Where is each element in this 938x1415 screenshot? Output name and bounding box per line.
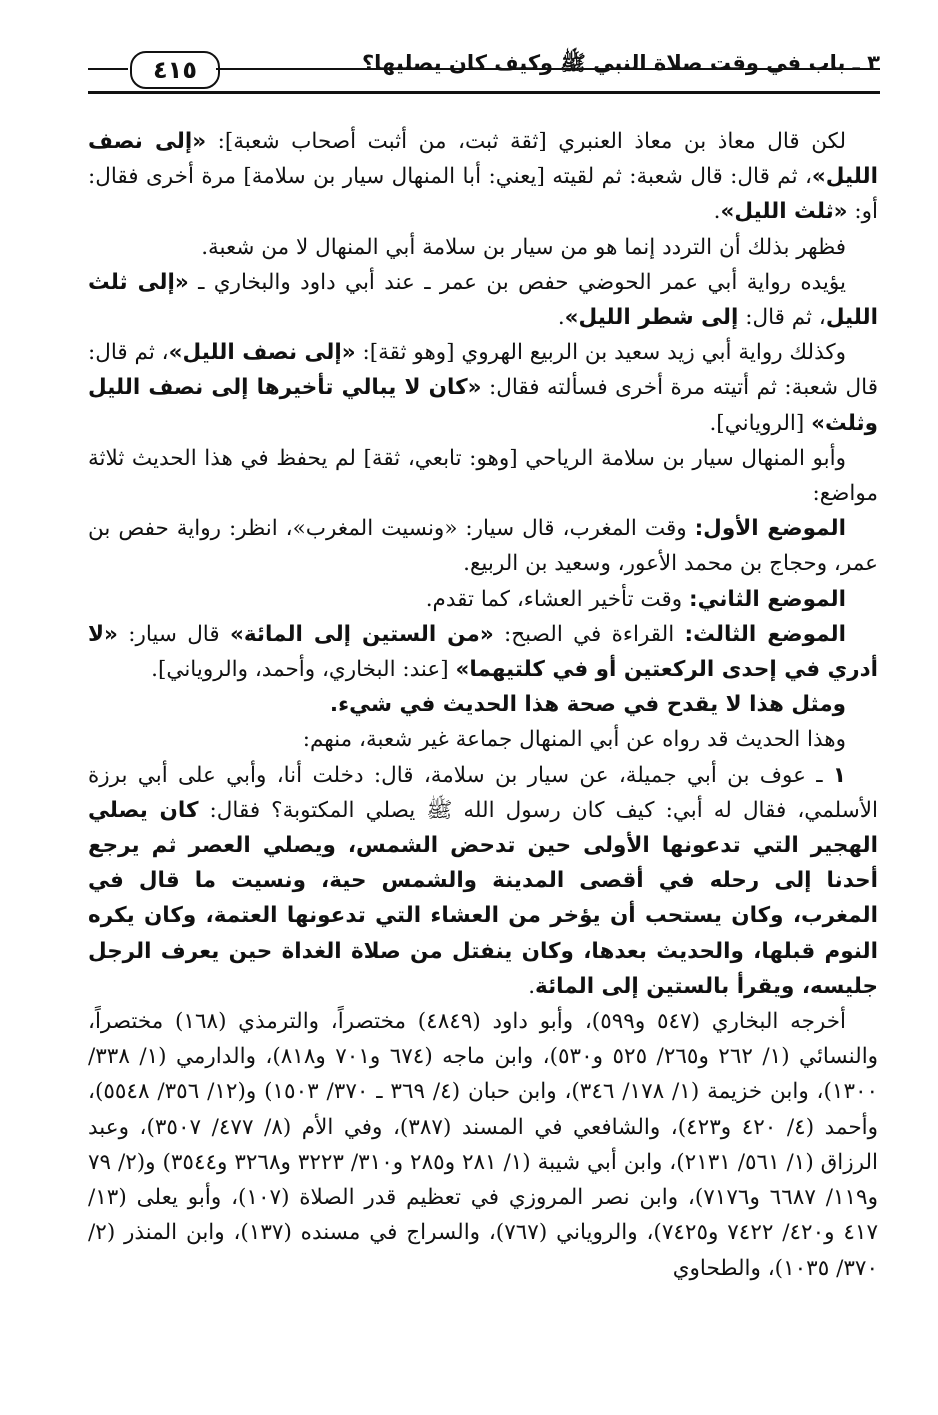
paragraph — [88, 265, 878, 335]
paragraph — [88, 758, 878, 1004]
bold-text: «من الستين إلى المائة» — [229, 621, 494, 647]
bold-text: «لا أدري في إحدى الركعتين أو في كلتيهما» — [88, 621, 878, 683]
paragraph — [88, 582, 878, 617]
bold-text: الموضع الثالث: — [684, 621, 846, 647]
bold-text: كان يصلي الهجير التي تدعونها الأولى حين تدحض الشمس، ويصلي العصر ثم يرجع أحدنا إلى رحله في أقصى المدينة والشمس حية، ونسيت ما قال في المغرب، وكان يستحب أن يؤخر من العشاء التي تدعونها العتمة، وكان يكره النوم قبلها، والحديث بعدها، وكان ينفتل من صلاة الغداة حين يعرف الرجل جليسه، ويقرأ بالستين إلى المائة — [88, 797, 878, 999]
text-run: لكن قال معاذ بن معاذ العنبري [ثقة ثبت، من أثبت أصحاب شعبة]: — [206, 129, 847, 154]
text-run: وهذا الحديث قد رواه عن أبي المنهال جماعة غير شعبة، منهم: — [302, 727, 846, 753]
header-rule-left — [88, 68, 128, 70]
running-title: ٣ ـ باب في وقت صلاة النبي ﷺ وكيف كان يصليها؟ — [361, 51, 880, 75]
paragraph — [88, 1004, 878, 1286]
text-run: فظهر بذلك أن التردد إنما هو من سيار بن سلامة أبي المنهال لا من شعبة. — [201, 234, 846, 260]
paragraph — [88, 722, 878, 757]
bold-text: «ثلث الليل» — [720, 199, 848, 225]
paragraph — [88, 124, 878, 230]
text-run: ، ثم قال: قال شعبة: ثم أتيته مرة أخرى فسألته فقال: — [88, 340, 879, 401]
bold-text: الموضع الثاني: — [689, 586, 846, 612]
body-text — [88, 124, 878, 1286]
page-number: ٤١٥ — [130, 51, 220, 89]
paragraph — [88, 441, 878, 511]
text-run: يؤيده رواية أبي عمر الحوضي حفص بن عمر ـ عند أبي داود والبخاري ـ — [188, 269, 846, 295]
bold-text: ١ — [832, 762, 846, 788]
text-run: أخرجه البخاري (٥٤٧ و٥٩٩)، وأبو داود (٤٨٤٩) مختصراً، والترمذي (١٦٨) مختصراً، والنسائي (١/ ٢٦٢ و٢٦٥/ ٥٢٥ و٥٣٠)، وابن ماجه (٦٧٤ و٧٠١ و٨١٨)، والدارمي (١/ ٣٣٨/ ١٣٠٠)، وابن خزيمة (١/ ١٧٨/ ٣٤٦)، وابن حبان (٤/ ٣٦٩ ـ ٣٧٠/ ١٥٠٣) و(١٢/ ٣٥٦/ ٥٥٤٨)، وأحمد (٤/ ٤٢٠ و٤٢٣)، والشافعي في المسند (٣٨٧)، وفي الأم (٨/ ٤٧٧/ ٣٥٠٧)، وعبد الرزاق (١/ ٥٦١/ ٢١٣١)، وابن أبي شيبة (١/ ٢٨١ و٢٨٥ و٣١٠/ ٣٢٢٣ و٣٢٦٨ و٣٥٤٤) و(٢/ ٧٩ و١١٩/ ٦٦٨٧ و٧١٧٦)، وابن نصر المروزي في تعظيم قدر الصلاة (١٠٧)، وأبو يعلى (١٣/ ٤١٧ و٤٢٠/ ٧٤٢٢ و٧٤٢٥)، والروياني (٧٦٧)، والسراج في مسنده (١٣٧)، وابن المنذر (٢/ ٣٧٠/ ١٠٣٥)، والطحاوي — [88, 1009, 879, 1281]
text-run: ، ثم قال: قال شعبة: ثم لقيته [يعني: أبا المنهال سيار بن سلامة] مرة أخرى فقال: أو: — [88, 164, 878, 225]
bold-text: «كان لا يبالي تأخيرها إلى نصف الليل وثلث» — [88, 375, 878, 436]
bold-text: «إلى نصف الليل» — [168, 340, 356, 366]
paragraph — [88, 511, 878, 581]
text-run: [عند: البخاري، وأحمد، والروياني]. — [151, 657, 456, 683]
paragraph — [88, 617, 878, 687]
paragraph — [88, 230, 878, 265]
paragraph — [88, 335, 878, 441]
bold-text: «إلى ثلث الليل — [88, 269, 878, 331]
page-header — [90, 44, 880, 100]
text-run: ـ عوف بن أبي جميلة، عن سيار بن سلامة، قال: دخلت أنا، وأبي على أبي برزة الأسلمي، فقال له أبي: كيف كان رسول الله ﷺ يصلي المكتوبة؟ فقال: — [88, 762, 879, 823]
bold-text: الموضع الأول: — [694, 516, 846, 542]
paragraph — [88, 687, 878, 722]
text-run: وأبو المنهال سيار بن سلامة الرياحي [وهو: تابعي، ثقة] لم يحفظ في هذا الحديث ثلاثة مواضع: — [88, 445, 878, 507]
bold-text: إلى شطر الليل» — [564, 305, 739, 331]
text-run: . — [557, 305, 565, 331]
text-run: القراءة في الصبح: — [493, 621, 685, 647]
bold-text: «إلى نصف الليل» — [88, 129, 878, 190]
header-underline — [88, 91, 880, 94]
text-run: . — [713, 199, 721, 225]
bold-text: ومثل هذا لا يقدح في صحة هذا الحديث في شيء. — [329, 692, 846, 718]
text-run: وقت تأخير العشاء، كما تقدم. — [425, 586, 689, 612]
text-run: وقت المغرب، قال سيار: «ونسيت المغرب»، انظر: رواية حفص بن عمر، وحجاج بن محمد الأعور، وسعيد بن الربيع. — [88, 516, 878, 577]
text-run: [الروياني]. — [709, 410, 812, 436]
text-run: ، ثم قال: — [738, 305, 826, 331]
text-run: قال سيار: — [117, 621, 230, 647]
text-run: . — [528, 973, 536, 999]
text-run: وكذلك رواية أبي زيد سعيد بن الربيع الهروي [وهو ثقة]: — [355, 340, 847, 366]
